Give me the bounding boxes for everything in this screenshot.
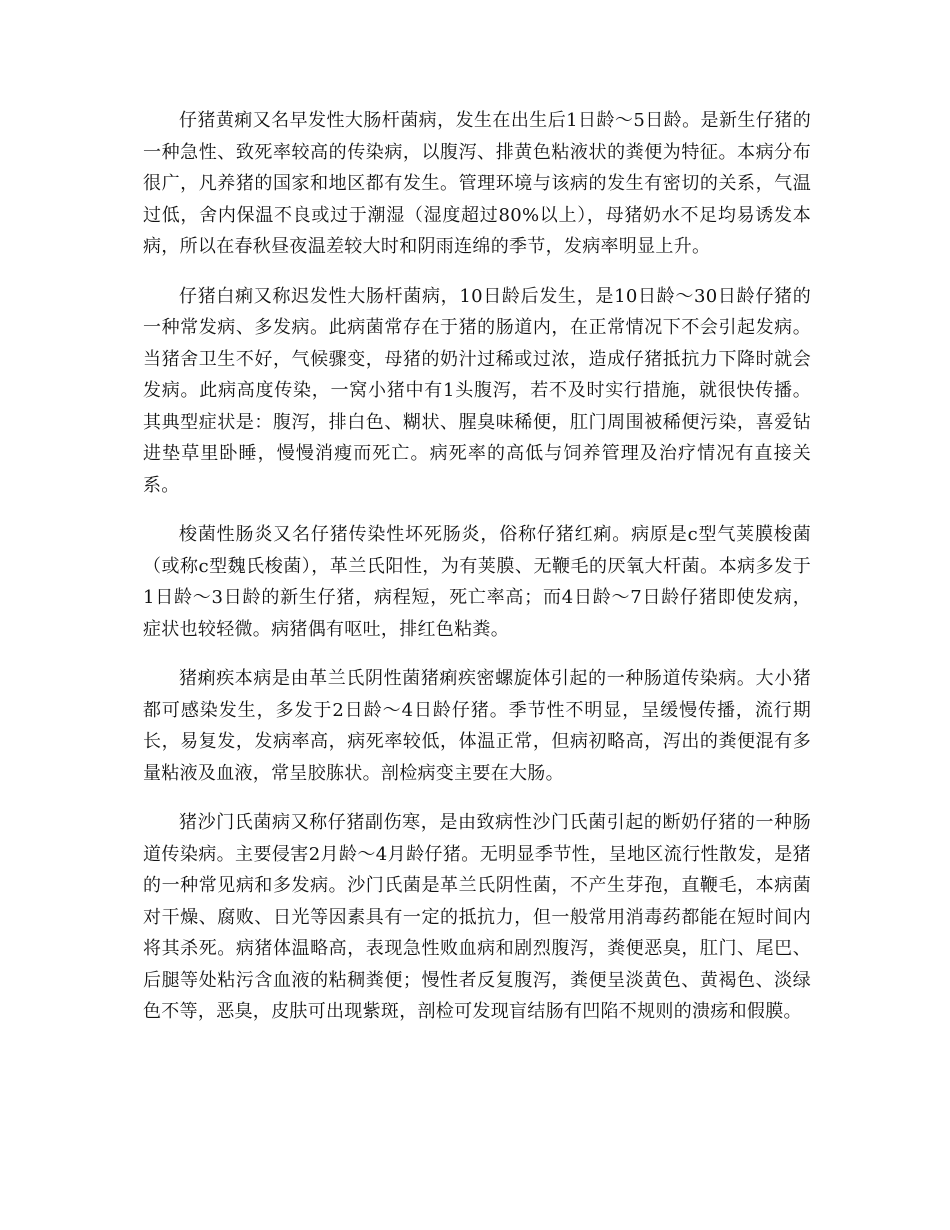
- paragraph-clostridial-enteritis: 梭菌性肠炎又名仔猪传染性坏死肠炎，俗称仔猪红痢。病原是c型气荚膜梭菌（或称c型魏氏梭菌），革兰氏阳性，为有荚膜、无鞭毛的厌氧大杆菌。本病多发于1日龄～3日龄的新生仔猪，病程短，死亡率高；而4日龄～7日龄仔猪即使发病，症状也较轻微。病猪偶有呕吐，排红色粘粪。: [143, 524, 811, 640]
- paragraph-swine-dysentery: 猪痢疾本病是由革兰氏阴性菌猪痢疾密螺旋体引起的一种肠道传染病。大小猪都可感染发生，多发于2日龄～4日龄仔猪。季节性不明显，呈缓慢传播，流行期长，易复发，发病率高，病死率较低，体温正常，但病初略高，泻出的粪便混有多量粘液及血液，常呈胶胨状。剖检病变主要在大肠。: [143, 668, 811, 784]
- paragraph-salmonellosis: 猪沙门氏菌病又称仔猪副伤寒，是由致病性沙门氏菌引起的断奶仔猪的一种肠道传染病。主要侵害2月龄～4月龄仔猪。无明显季节性，呈地区流行性散发，是猪的一种常见病和多发病。沙门氏菌是革兰氏阴性菌，不产生芽孢，直鞭毛，本病菌对干燥、腐败、日光等因素具有一定的抵抗力，但一般常用消毒药都能在短时间内将其杀死。病猪体温略高，表现急性败血病和剧烈腹泻，粪便恶臭，肛门、尾巴、后腿等处粘污含血液的粘稠粪便；慢性者反复腹泻，粪便呈淡黄色、黄褐色、淡绿色不等，恶臭，皮肤可出现紫斑，剖检可发现盲结肠有凹陷不规则的溃疡和假膜。: [143, 812, 811, 1022]
- paragraph-white-scours: 仔猪白痢又称迟发性大肠杆菌病，10日龄后发生，是10日龄～30日龄仔猪的一种常发病、多发病。此病菌常存在于猪的肠道内，在正常情况下不会引起发病。当猪舍卫生不好，气候骤变，母猪的奶汁过稀或过浓，造成仔猪抵抗力下降时就会发病。此病高度传染，一窝小猪中有1头腹泻，若不及时实行措施，就很快传播。其典型症状是：腹泻，排白色、糊状、腥臭味稀便，肛门周围被稀便污染，喜爱钻进垫草里卧睡，慢慢消瘦而死亡。病死率的高低与饲养管理及治疗情况有直接关系。: [143, 285, 811, 496]
- paragraph-yellow-scours: 仔猪黄痢又名早发性大肠杆菌病，发生在出生后1日龄～5日龄。是新生仔猪的一种急性、致死率较高的传染病，以腹泻、排黄色粘液状的粪便为特征。本病分布很广，凡养猪的国家和地区都有发生。管理环境与该病的发生有密切的关系，气温过低，舍内保温不良或过于潮湿（湿度超过80%以上），母猪奶水不足均易诱发本病，所以在春秋昼夜温差较大时和阴雨连绵的季节，发病率明显上升。: [143, 110, 811, 257]
- document-body: [143, 105, 811, 1046]
